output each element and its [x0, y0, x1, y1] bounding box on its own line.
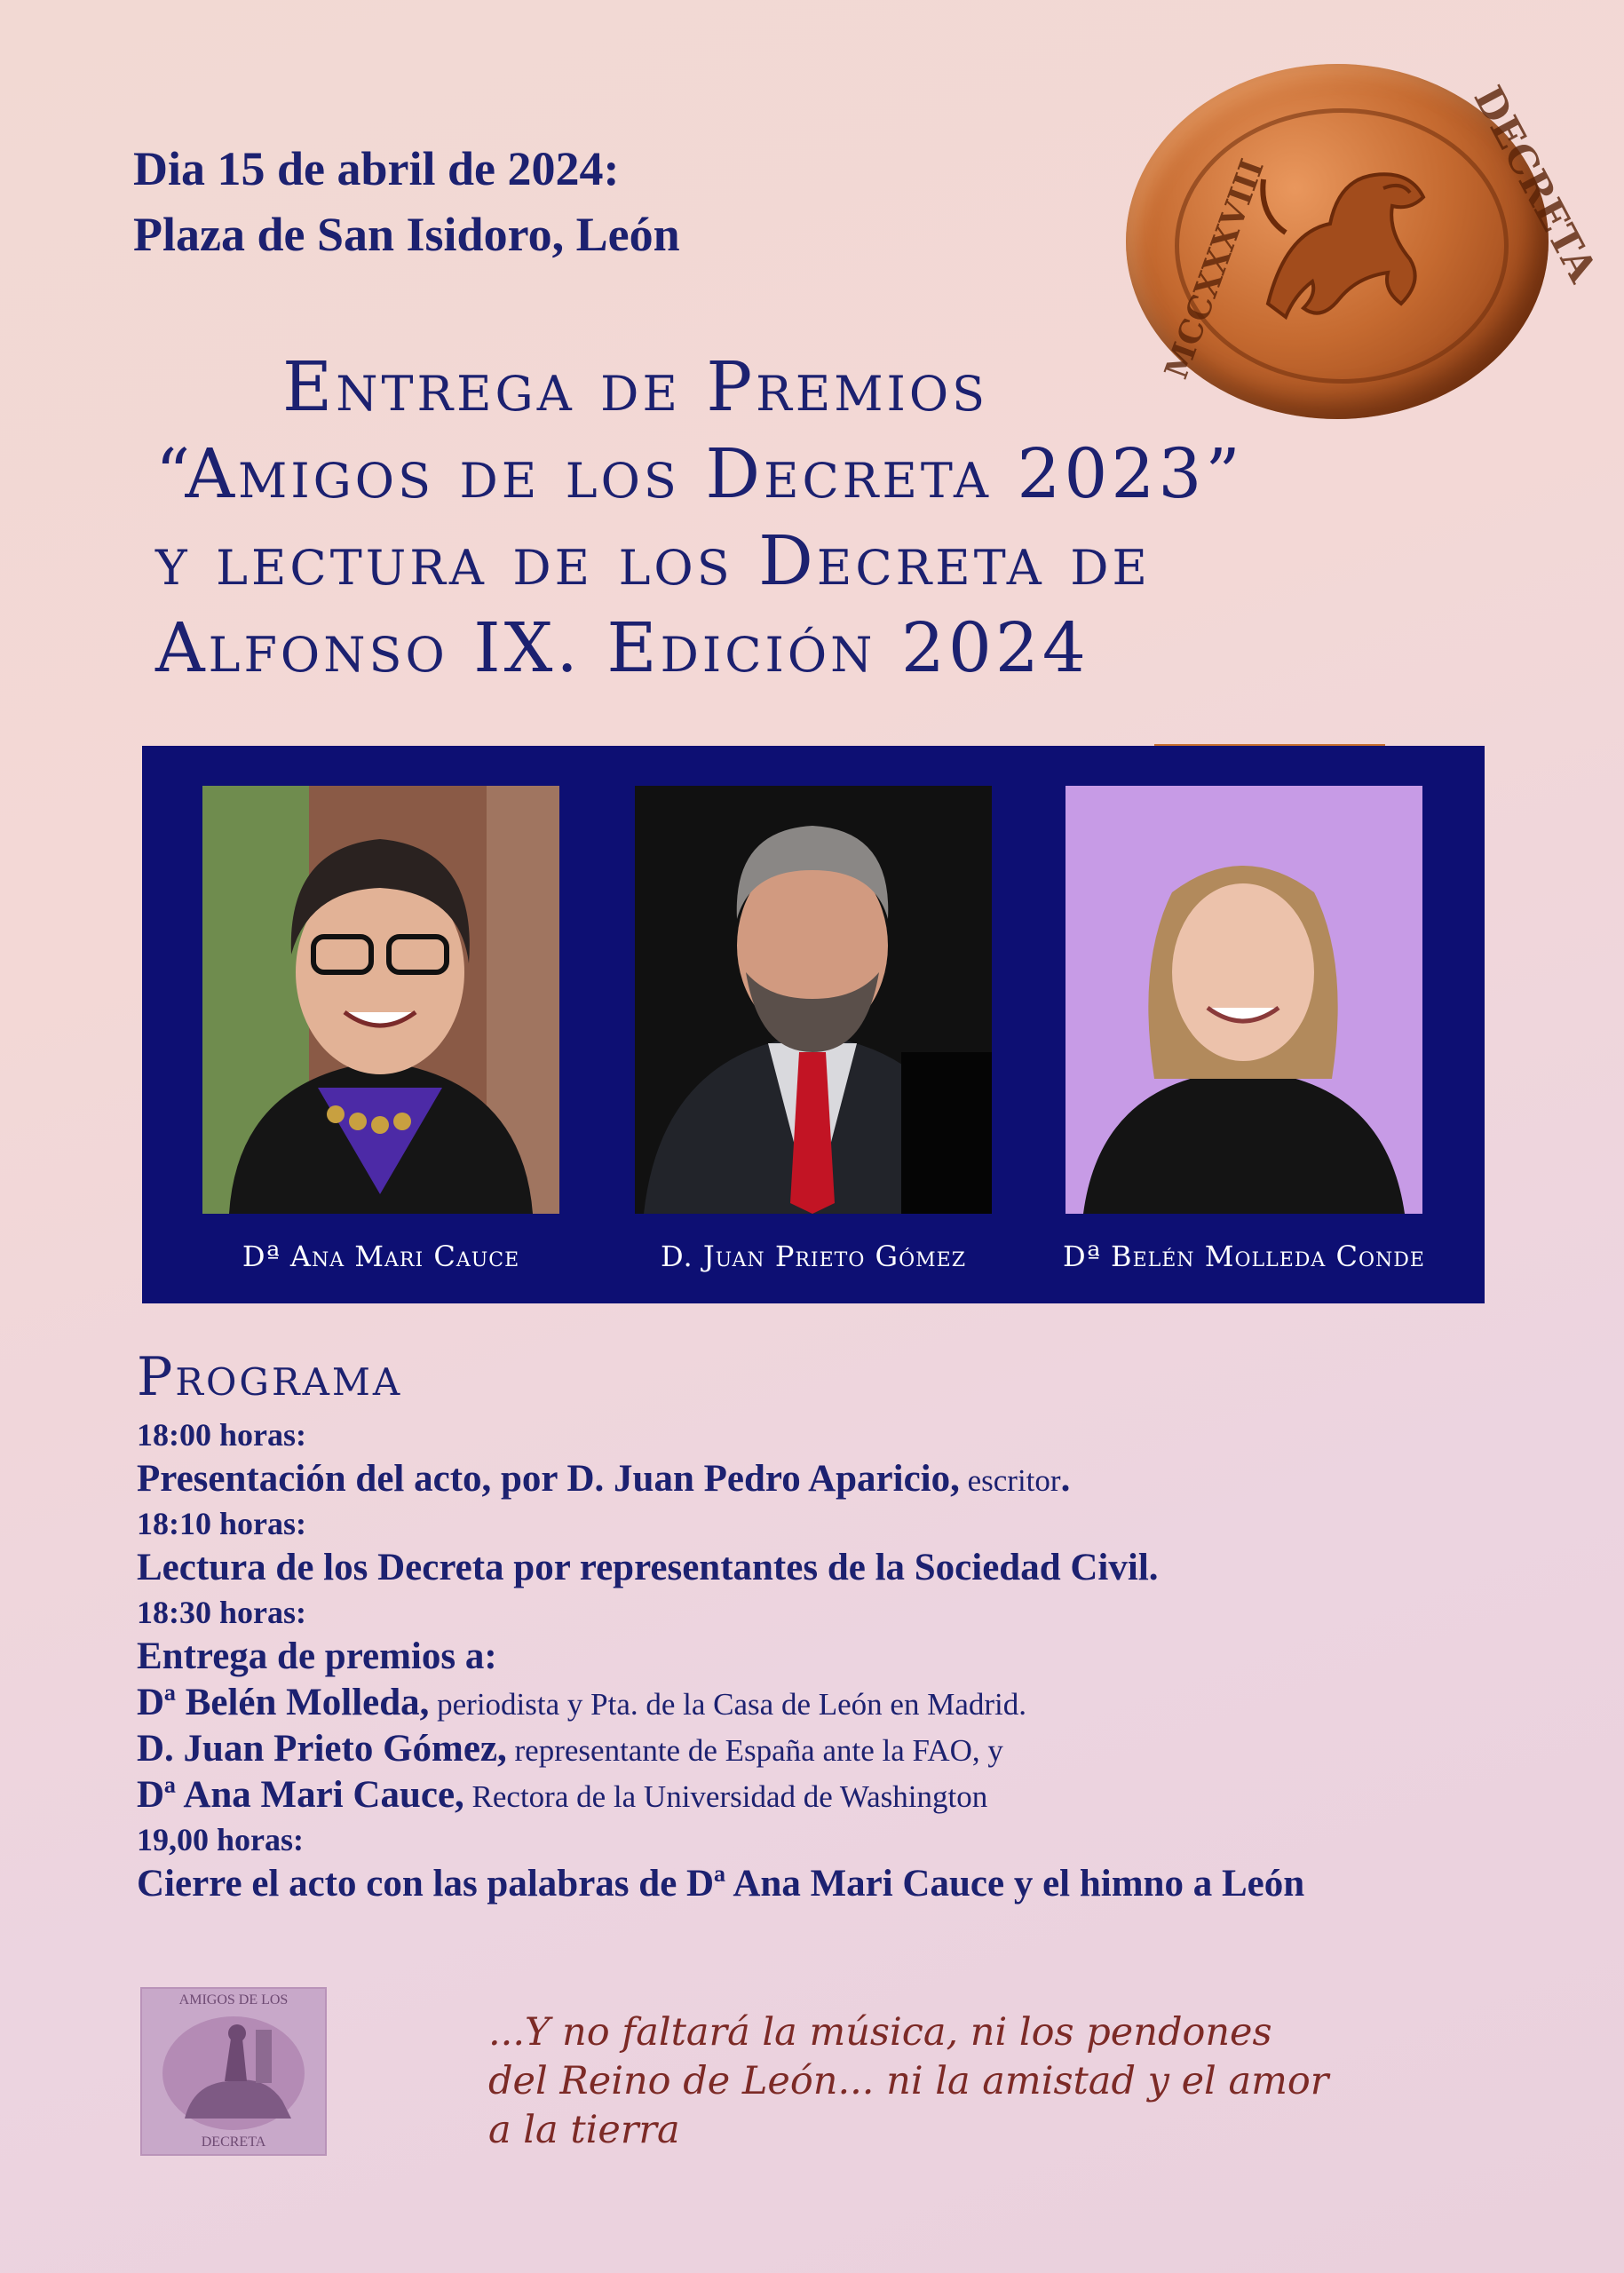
award-desc-1: periodista y Pta. de la Casa de León en Madrid. [429, 1687, 1026, 1722]
hour-1: 18:00 horas: [137, 1417, 306, 1453]
quote-line-1: ...Y no faltará la música, ni los pendones [488, 2010, 1272, 2055]
knight-icon [158, 2012, 309, 2134]
title-line-3: y lectura de los Decreta de [155, 522, 1151, 601]
award-desc-3: Rectora de la Universidad de Washington [463, 1779, 988, 1814]
event-place: Plaza de San Isidoro, León [133, 208, 680, 261]
award-name-3: Dª Ana Mari Cauce, [137, 1774, 464, 1816]
honorees-panel [142, 746, 1485, 1303]
program-item-1-end: . [1060, 1458, 1071, 1500]
title-line-2: “Amigos de los Decreta 2023” [155, 435, 1244, 514]
seal-text-right: DECRETA [1464, 79, 1605, 289]
seal-image [1126, 64, 1605, 419]
portrait-ana-mari-cauce [202, 786, 559, 1214]
programa-heading: Programa [137, 1346, 403, 1408]
seal-text-left: MCCXXXVIII [1157, 154, 1271, 384]
lion-icon [1232, 126, 1463, 357]
award-line-2 [137, 1726, 1304, 1772]
amigos-decreta-logo [140, 1987, 327, 2156]
award-name-1: Dª Belén Molleda, [137, 1682, 430, 1723]
quote-line-3: a la tierra [488, 2108, 680, 2152]
award-desc-2: representante de España ante la FAO, y [506, 1733, 1003, 1768]
event-date: Dia 15 de abril de 2024: [133, 142, 620, 195]
program-item-1-light: escritor [959, 1463, 1061, 1498]
hour-4: 19,00 horas: [137, 1822, 304, 1857]
program-item-2: Lectura de los Decreta por representantes de la Sociedad Civil. [137, 1547, 1159, 1588]
honoree-name-2: D. Juan Prieto Gómez [660, 1239, 967, 1273]
logo-bottom-text: DECRETA [201, 2134, 266, 2150]
title-line-1: Entrega de Premios [282, 348, 989, 427]
programa-list [137, 1414, 1304, 1907]
program-item-3: Entrega de premios a: [137, 1635, 497, 1677]
closing-quote [488, 2008, 1328, 2155]
hour-3: 18:30 horas: [137, 1595, 306, 1630]
portrait-belen-molleda-conde [1066, 786, 1422, 1214]
program-item-4: Cierre el acto con las palabras de Dª Ana Mari Cauce y el himno a León [137, 1863, 1305, 1905]
program-item-1 [137, 1456, 1304, 1502]
award-name-2: D. Juan Prieto Gómez, [137, 1728, 507, 1770]
portrait-juan-prieto-gomez [635, 786, 992, 1214]
logo-top-text: AMIGOS DE LOS [178, 1992, 289, 2008]
award-line-3 [137, 1772, 1304, 1818]
quote-line-2: del Reino de León... ni la amistad y el amor [488, 2059, 1329, 2103]
award-line-1 [137, 1680, 1304, 1726]
honoree-name-3: Dª Belén Molleda Conde [1063, 1239, 1425, 1273]
title-line-4: Alfonso IX. Edición 2024 [155, 609, 1089, 688]
honoree-name-1: Dª Ana Mari Cauce [242, 1239, 520, 1273]
program-item-1-bold: Presentación del acto, por D. Juan Pedro Aparicio, [137, 1458, 960, 1500]
hour-2: 18:10 horas: [137, 1506, 306, 1541]
